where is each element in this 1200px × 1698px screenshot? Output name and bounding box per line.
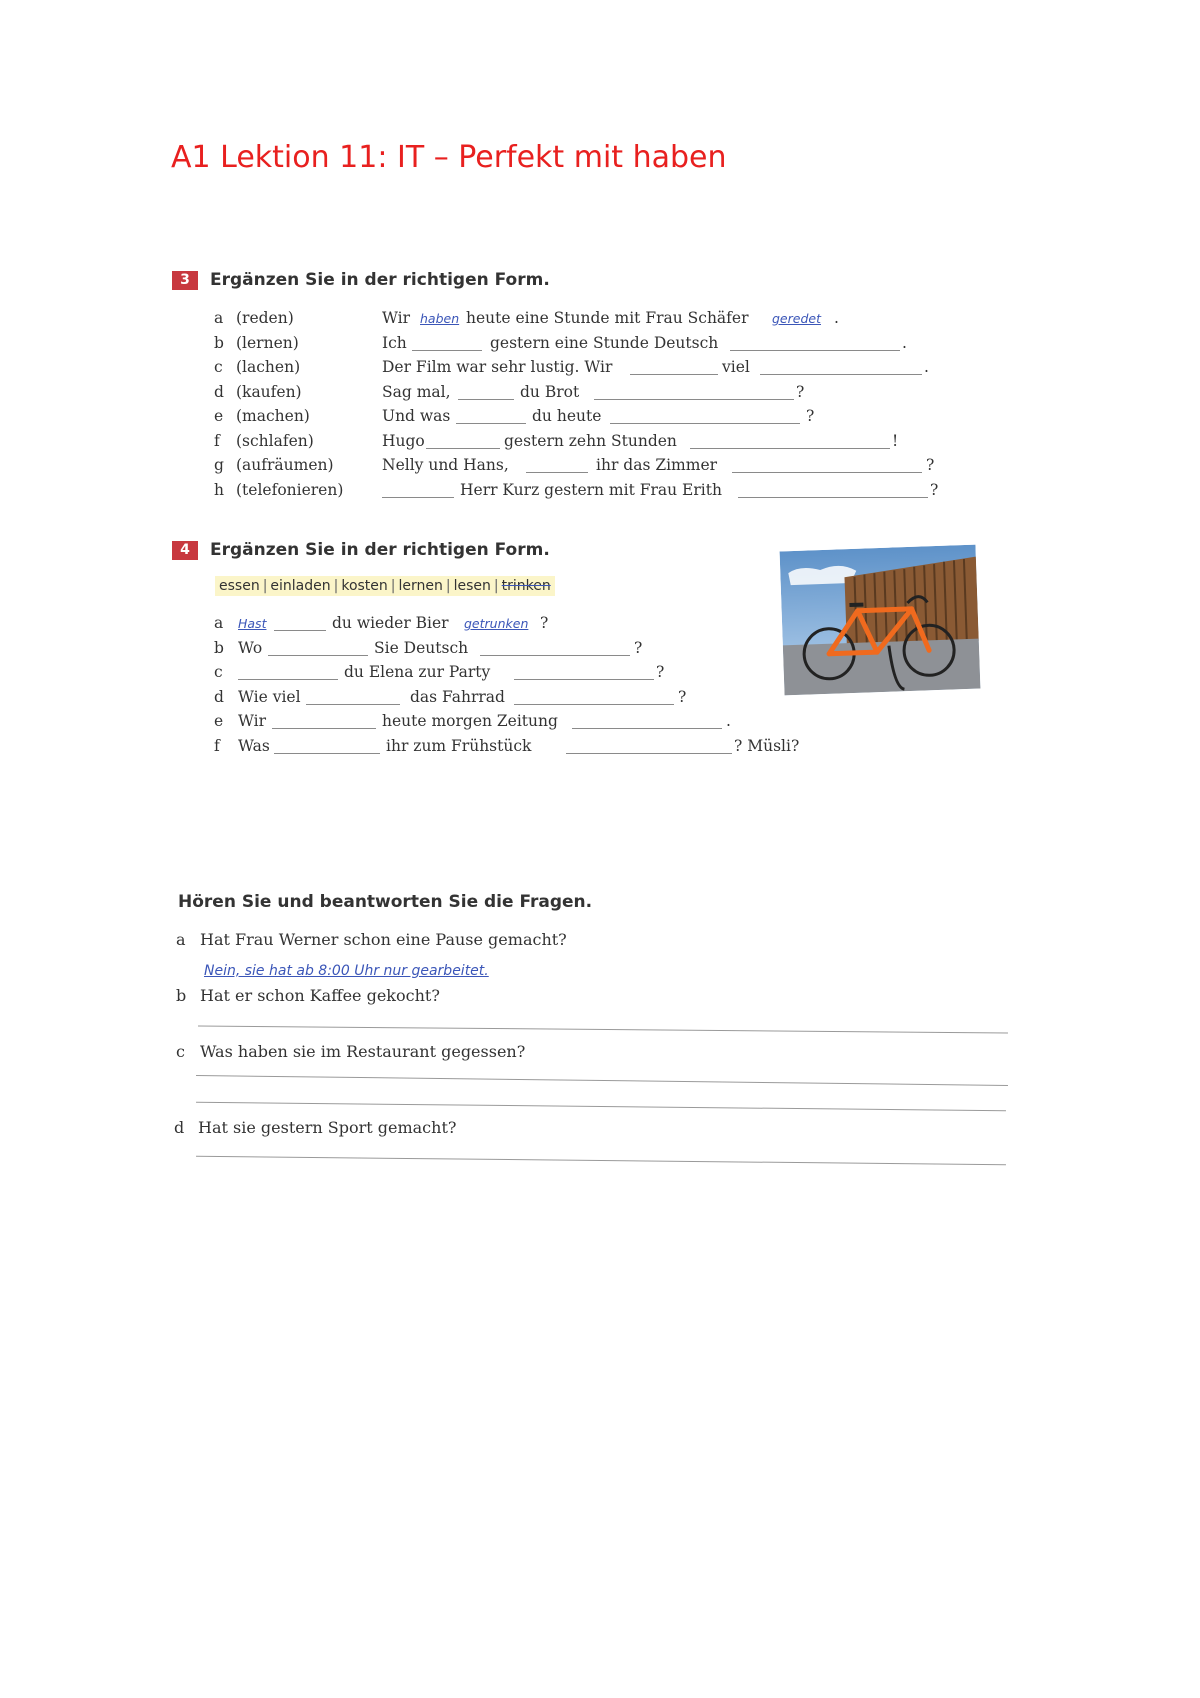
exercise-5-questions (176, 930, 1026, 1190)
row-text: ihr zum Frühstück (386, 736, 532, 755)
row-text: gestern eine Stunde Deutsch (490, 333, 719, 352)
row-text: heute eine Stunde mit Frau Schäfer (466, 309, 749, 327)
answer-blank[interactable] (610, 423, 800, 424)
exercise-4-rows (214, 614, 814, 761)
row-text: Herr Kurz gestern mit Frau Erith (460, 480, 722, 499)
answer-blank[interactable] (572, 728, 722, 729)
row-verb: (lachen) (236, 358, 301, 376)
row-text: du wieder Bier (332, 614, 449, 632)
row-letter: b (214, 638, 224, 657)
row-text: Sag mal, (382, 382, 451, 401)
row-text: du Brot (520, 382, 580, 401)
row-text: Nelly und Hans, (382, 456, 509, 474)
row-text: . (902, 333, 907, 352)
question-letter: b (176, 986, 187, 1005)
answer-blank[interactable] (730, 350, 900, 351)
answer-blank[interactable] (514, 679, 654, 680)
exercise-3-row-g (214, 456, 974, 481)
answer-blank[interactable] (630, 374, 718, 375)
row-text: ? (926, 456, 935, 474)
row-letter: d (214, 687, 224, 706)
answer-blank[interactable] (594, 399, 794, 400)
question-letter: c (176, 1042, 185, 1061)
row-text: du Elena zur Party (344, 663, 491, 681)
row-verb: (telefonieren) (236, 480, 344, 499)
row-letter: e (214, 407, 224, 425)
word-bank-item: kosten (341, 578, 388, 594)
answer-blank[interactable] (526, 472, 588, 473)
row-text: gestern zehn Stunden (504, 431, 677, 450)
question-text: Hat er schon Kaffee gekocht? (200, 986, 440, 1005)
answer-line[interactable] (198, 1025, 1008, 1033)
answer-blank[interactable] (480, 655, 630, 656)
row-letter: h (214, 480, 224, 499)
answer-blank[interactable] (382, 497, 454, 498)
row-text: Hugo (382, 431, 425, 450)
exercise-4-row-e (214, 712, 814, 737)
word-bank: essen | einladen | kosten | lernen | lesen | trinken (215, 576, 555, 596)
exercise-3-row-b (214, 334, 974, 359)
handwritten-answer: Hast (238, 616, 267, 631)
row-text: ? (796, 382, 805, 401)
answer-blank[interactable] (238, 679, 338, 680)
answer-line[interactable] (196, 1156, 1006, 1165)
row-letter: f (214, 736, 220, 755)
answer-line[interactable] (196, 1075, 1008, 1086)
row-verb: (aufräumen) (236, 456, 334, 474)
answer-blank[interactable] (274, 630, 326, 631)
row-text: ? Müsli? (734, 736, 800, 755)
question-a-answer (204, 960, 489, 979)
row-text: das Fahrrad (410, 687, 505, 706)
exercise-5-title: Hören Sie und beantworten Sie die Fragen. (178, 892, 593, 912)
row-letter: d (214, 382, 224, 401)
row-text: ihr das Zimmer (596, 456, 718, 474)
row-verb: (reden) (236, 309, 294, 327)
exercise-3-row-e (214, 407, 974, 432)
answer-blank[interactable] (690, 448, 890, 449)
exercise-4-number: 4 (172, 541, 198, 560)
answer-blank[interactable] (732, 472, 922, 473)
row-text: ! (892, 431, 899, 450)
answer-blank[interactable] (268, 655, 368, 656)
handwritten-answer: Nein, sie hat ab 8:00 Uhr nur gearbeitet. (204, 963, 489, 979)
row-text: Sie Deutsch (374, 638, 469, 657)
answer-blank[interactable] (456, 423, 526, 424)
answer-blank[interactable] (306, 704, 400, 705)
row-letter: g (214, 456, 224, 474)
row-letter: c (214, 663, 223, 681)
exercise-3-row-a (214, 309, 974, 334)
exercise-4-heading (172, 540, 550, 560)
exercise-4-title: Ergänzen Sie in der richtigen Form. (210, 540, 550, 560)
row-text: heute morgen Zeitung (382, 712, 558, 730)
row-text: viel (722, 358, 750, 376)
row-text: . (834, 309, 839, 327)
row-text: ? (656, 663, 665, 681)
word-bank-item-used: trinken (501, 578, 551, 594)
row-text: Wie viel (238, 687, 301, 706)
handwritten-answer: geredet (772, 311, 821, 326)
row-letter: a (214, 614, 224, 632)
row-text: Was (238, 736, 270, 755)
question-letter: a (176, 930, 186, 949)
row-text: ? (930, 480, 939, 499)
exercise-3-heading (172, 270, 550, 290)
exercise-3-row-h (214, 481, 974, 506)
row-text: Wir (382, 309, 411, 327)
row-text: ? (540, 614, 549, 632)
row-letter: b (214, 333, 224, 352)
row-text: du heute (532, 407, 602, 425)
bicycle-photo-icon (780, 545, 981, 696)
question-letter: d (174, 1118, 185, 1137)
answer-blank[interactable] (272, 728, 376, 729)
row-text: ? (678, 687, 687, 706)
bicycle-photo (780, 545, 981, 696)
answer-blank[interactable] (566, 753, 732, 754)
exercise-3-number: 3 (172, 271, 198, 290)
answer-line[interactable] (196, 1102, 1006, 1111)
question-text: Hat sie gestern Sport gemacht? (198, 1118, 457, 1137)
exercise-4-row-c (214, 663, 814, 688)
row-text: . (726, 712, 731, 730)
row-text: Der Film war sehr lustig. Wir (382, 358, 613, 376)
row-text: Wir (238, 712, 267, 730)
answer-blank[interactable] (412, 350, 482, 351)
answer-blank[interactable] (426, 448, 500, 449)
answer-blank[interactable] (458, 399, 514, 400)
exercise-3-row-f (214, 432, 974, 457)
word-bank-item: lernen (398, 578, 443, 594)
exercise-4-row-d (214, 688, 814, 713)
word-bank-item: einladen (270, 578, 331, 594)
row-verb: (lernen) (236, 333, 299, 352)
handwritten-answer: haben (420, 311, 460, 326)
row-text: . (924, 358, 929, 376)
exercise-4-row-b (214, 639, 814, 664)
exercise-3-title: Ergänzen Sie in der richtigen Form. (210, 270, 550, 290)
exercise-4-row-a (214, 614, 814, 639)
exercise-5-heading (178, 892, 592, 912)
answer-blank[interactable] (514, 704, 674, 705)
question-text: Was haben sie im Restaurant gegessen? (200, 1042, 526, 1061)
answer-blank[interactable] (760, 374, 922, 375)
row-letter: f (214, 431, 220, 450)
row-text: Und was (382, 407, 451, 425)
handwritten-answer: getrunken (464, 616, 529, 631)
row-verb: (schlafen) (236, 431, 314, 450)
row-text: ? (806, 407, 815, 425)
row-letter: c (214, 358, 223, 376)
row-letter: e (214, 712, 224, 730)
page-title: A1 Lektion 11: IT – Perfekt mit haben (171, 140, 727, 175)
exercise-3-row-c (214, 358, 974, 383)
word-bank-item: essen (219, 578, 260, 594)
answer-blank[interactable] (738, 497, 928, 498)
row-verb: (machen) (236, 407, 310, 425)
row-text: ? (634, 638, 643, 657)
exercise-4-row-f (214, 737, 814, 762)
exercise-3-rows (214, 309, 974, 505)
question-text: Hat Frau Werner schon eine Pause gemacht? (200, 930, 567, 949)
answer-blank[interactable] (274, 753, 380, 754)
word-bank-item: lesen (453, 578, 491, 594)
row-letter: a (214, 309, 224, 327)
row-text: Wo (238, 638, 263, 657)
row-text: Ich (382, 333, 407, 352)
exercise-3-row-d (214, 383, 974, 408)
row-verb: (kaufen) (236, 382, 302, 401)
